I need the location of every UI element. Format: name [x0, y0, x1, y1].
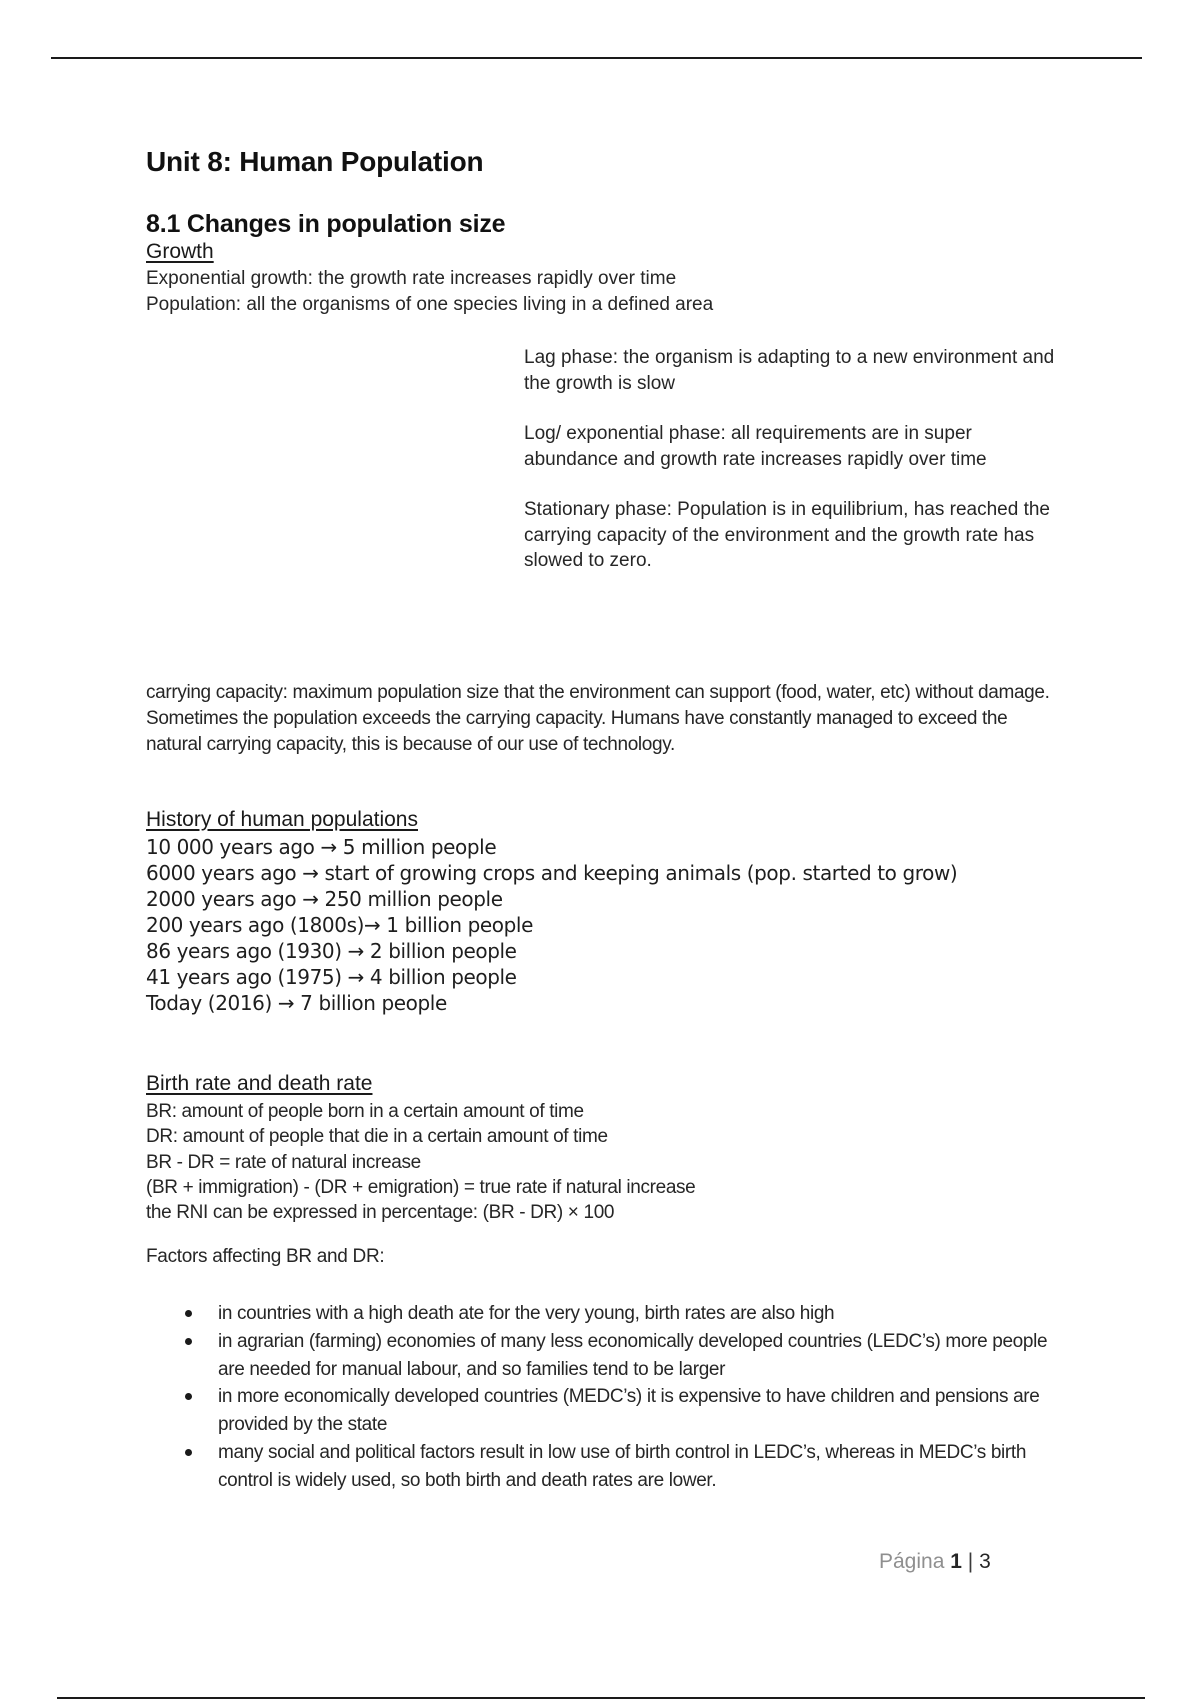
factor-item — [180, 1328, 1060, 1384]
factor-text: in agrarian (farming) economies of many less economically developed countries (LEDC’s) more people are needed for manual labour, and so families tend to be larger — [218, 1330, 1048, 1380]
history-item: 200 years ago (1800s)→ 1 billion people — [146, 913, 533, 937]
definition-line: BR - DR = rate of natural increase — [146, 1151, 421, 1173]
factor-item — [180, 1300, 1060, 1328]
phase-lag: Lag phase: the organism is adapting to a new environment and the growth is slow — [524, 347, 1055, 394]
section-heading: 8.1 Changes in population size — [146, 210, 506, 238]
current-page-number: 1 — [950, 1550, 962, 1573]
history-item: 6000 years ago → start of growing crops and keeping animals (pop. started to grow) — [146, 861, 958, 885]
history-item: 86 years ago (1930) → 2 billion people — [146, 939, 517, 963]
history-item: 41 years ago (1975) → 4 billion people — [146, 965, 517, 989]
factor-text: in more economically developed countries (MEDC’s) it is expensive to have children and pensions are provided by the state — [218, 1386, 1040, 1436]
definition-exponential-growth: Exponential growth: the growth rate increases rapidly over time — [146, 268, 677, 289]
definition-line: the RNI can be expressed in percentage: (BR - DR) × 100 — [146, 1202, 615, 1224]
definition-line: DR: amount of people that die in a certain amount of time — [146, 1126, 608, 1148]
footer-rule — [57, 1697, 1145, 1699]
history-item: 2000 years ago → 250 million people — [146, 887, 503, 911]
history-subheading: History of human populations — [146, 808, 418, 831]
document-title: Unit 8: Human Population — [146, 146, 484, 177]
phase-stationary: Stationary phase: Population is in equilibrium, has reached the carrying capacity of the environment and the growth rate has slowed to zero. — [524, 499, 1050, 571]
history-item: 10 000 years ago → 5 million people — [146, 835, 497, 859]
birth-death-definitions — [146, 1099, 695, 1225]
total-pages: 3 — [979, 1550, 991, 1573]
factors-label: Factors affecting BR and DR: — [146, 1246, 385, 1267]
history-item: Today (2016) → 7 billion people — [146, 991, 447, 1015]
definition-population: Population: all the organisms of one species living in a defined area — [146, 293, 714, 315]
bullet-icon — [185, 1338, 192, 1345]
page-separator: | — [967, 1550, 974, 1573]
growth-subheading: Growth — [146, 240, 214, 263]
definition-line: (BR + immigration) - (DR + emigration) = true rate if natural increase — [146, 1176, 696, 1198]
factors-list — [180, 1300, 1060, 1495]
page-footer — [879, 1550, 991, 1574]
bullet-icon — [185, 1310, 192, 1317]
definition-line: BR: amount of people born in a certain amount of time — [146, 1101, 584, 1122]
phase-log-exponential: Log/ exponential phase: all requirements are in super abundance and growth rate increases rapidly over time — [524, 423, 987, 470]
header-rule — [51, 57, 1142, 59]
growth-definitions — [146, 266, 713, 317]
growth-phases — [524, 345, 1064, 599]
factor-item — [180, 1383, 1060, 1439]
carrying-capacity-paragraph: carrying capacity: maximum population size that the environment can support (food, water, etc) without damage. Sometimes the population exceeds the carrying capacity. Humans have constantly managed to exceed the natural carrying capacity, this is because of our use of technology. — [146, 682, 1050, 755]
history-list — [146, 834, 1046, 1016]
factor-text: many social and political factors result in low use of birth control in LEDC’s, whereas in MEDC’s birth control is widely used, so both birth and death rates are lower. — [218, 1441, 1027, 1491]
factor-item — [180, 1439, 1060, 1495]
birth-death-subheading: Birth rate and death rate — [146, 1072, 373, 1095]
factor-text: in countries with a high death ate for the very young, birth rates are also high — [218, 1303, 835, 1324]
page-label: Página — [879, 1550, 945, 1573]
bullet-icon — [185, 1449, 192, 1456]
bullet-icon — [185, 1393, 192, 1400]
